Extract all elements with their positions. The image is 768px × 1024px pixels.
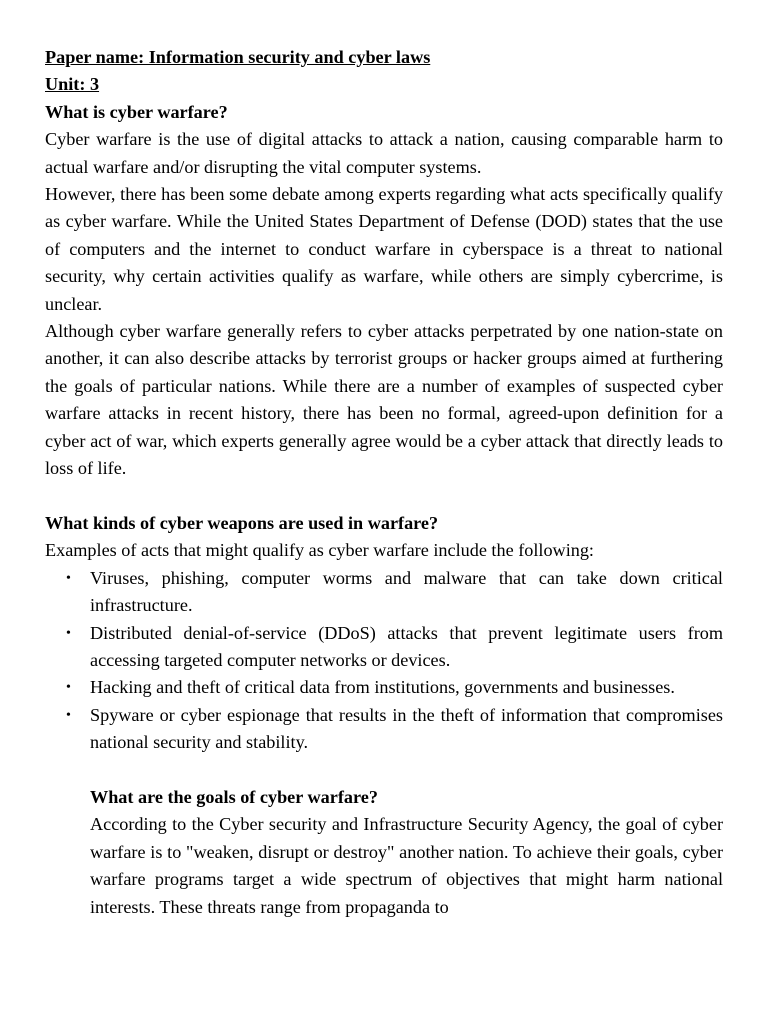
paragraph-nation-state: Although cyber warfare generally refers to cyber attacks perpetrated by one nation-state on another, it can also describe attacks by terrorist groups or hacker groups aimed at furthering the goals of particular nations. While there are a number of examples of suspected cyber warfare attacks in recent history, there has been no formal, agreed-upon definition for a cyber act of war, which experts generally agree would be a cyber attack that directly leads to loss of life. xyxy=(45,321,723,479)
section-heading-what-is-cyber-warfare: What is cyber warfare? xyxy=(45,101,228,122)
spacer xyxy=(45,483,723,510)
spacer xyxy=(45,757,723,784)
section-heading-cyber-weapons: What kinds of cyber weapons are used in warfare? xyxy=(45,512,439,533)
goals-paragraph-container xyxy=(90,811,723,948)
goals-section xyxy=(45,784,723,948)
paragraph-debate: However, there has been some debate among experts regarding what acts specifically qualify as cyber warfare. While the United States Department of Defense (DOD) states that the use of computers and the internet to conduct warfare in cyberspace is a threat to national security, why certain activities qualify as warfare, while others are simply cybercrime, is unclear. xyxy=(45,184,723,314)
list-item: • Hacking and theft of critical data from institutions, governments and businesses. xyxy=(90,674,723,701)
paper-name-header: Paper name: Information security and cyber laws xyxy=(45,47,431,67)
paragraph-goals: According to the Cyber security and Infrastructure Security Agency, the goal of cyber warfare is to "weaken, disrupt or destroy" another nation. To achieve their goals, cyber warfare programs target a wide spectrum of objectives that might harm national interests. These threats range from propaganda to xyxy=(90,814,723,917)
paragraph-definition: Cyber warfare is the use of digital attacks to attack a nation, causing comparable harm to actual warfare and/or disrupting the vital computer systems. xyxy=(45,129,723,177)
list-item: • Distributed denial-of-service (DDoS) attacks that prevent legitimate users from accessing targeted computer networks or devices. xyxy=(90,620,723,675)
cyber-weapons-list xyxy=(45,565,723,757)
unit-header: Unit: 3 xyxy=(45,74,100,95)
paragraph-examples-intro: Examples of acts that might qualify as cyber warfare include the following: xyxy=(45,540,594,561)
document-page xyxy=(45,44,723,948)
list-item: • Spyware or cyber espionage that results in the theft of information that compromises national security and stability. xyxy=(90,702,723,757)
list-item: • Viruses, phishing, computer worms and malware that can take down critical infrastructure. xyxy=(90,565,723,620)
section-heading-goals: What are the goals of cyber warfare? xyxy=(90,786,378,807)
